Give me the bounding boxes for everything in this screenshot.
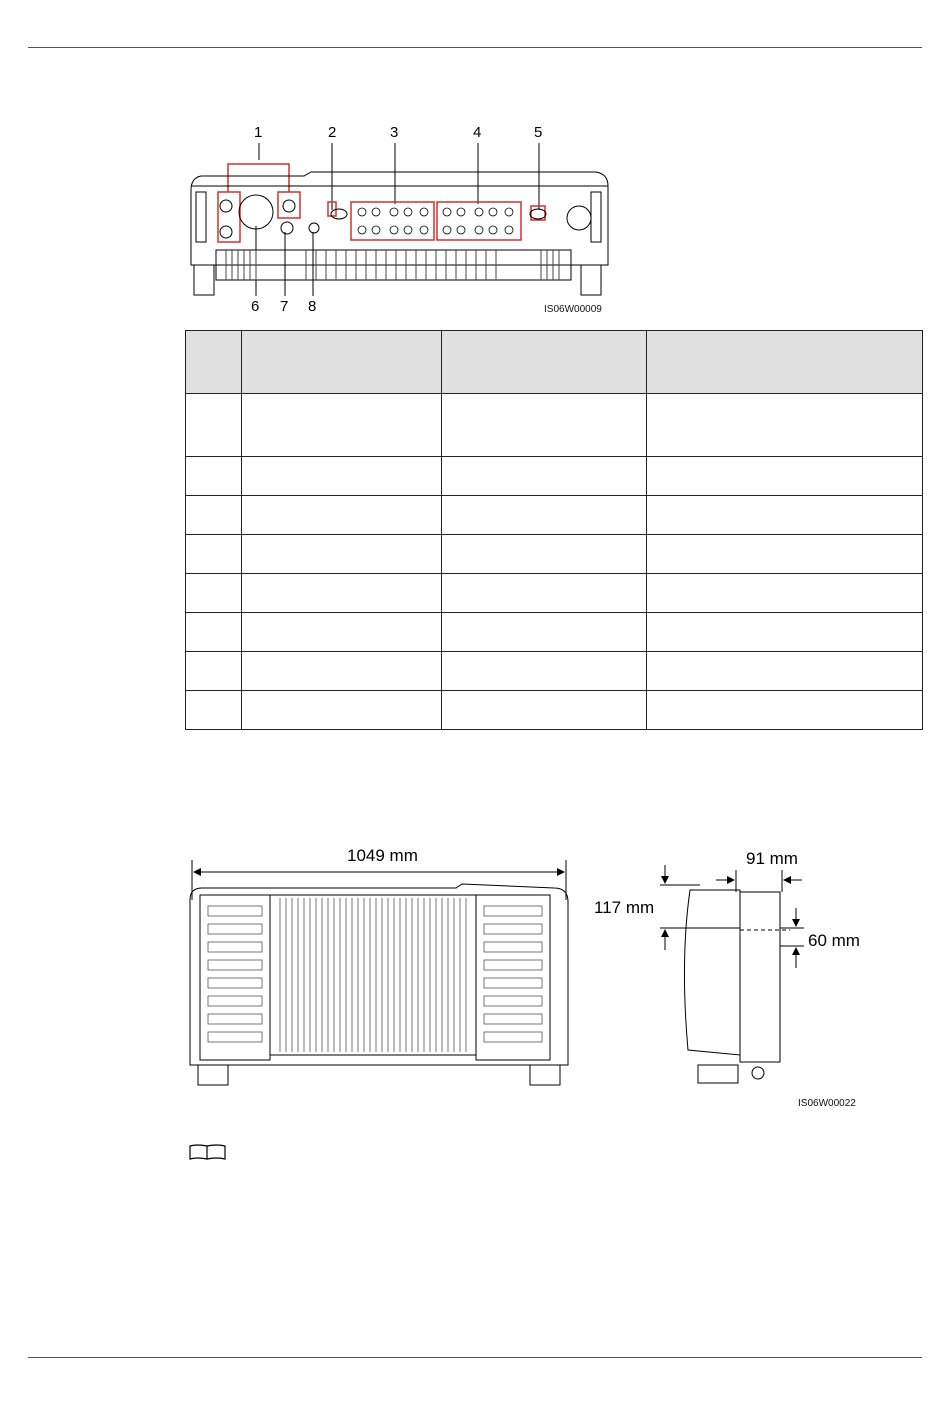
table-row <box>186 613 923 652</box>
callout-1: 1 <box>254 124 263 141</box>
dimension-drawing <box>180 840 880 1120</box>
table-row <box>186 574 923 613</box>
side-offset-label: 60 mm <box>808 931 860 950</box>
callout-2: 2 <box>328 124 337 141</box>
table-header-cell <box>242 331 442 394</box>
table-header-cell <box>442 331 647 394</box>
footer-rule <box>28 1357 922 1358</box>
depth-dimension-label: 91 mm <box>746 849 798 868</box>
height-offset-label: 117 mm <box>594 898 655 917</box>
header-rule <box>28 47 922 48</box>
table-header-row <box>186 331 923 394</box>
figure1-id: IS06W00009 <box>544 304 602 315</box>
table-row <box>186 652 923 691</box>
ports-table <box>185 330 923 730</box>
callout-8: 8 <box>308 298 317 315</box>
figure2-id: IS06W00022 <box>798 1098 856 1109</box>
inverter-bottom-drawing <box>186 120 616 320</box>
table-header-cell <box>186 331 242 394</box>
book-icon <box>187 1143 229 1161</box>
callout-3: 3 <box>390 124 399 141</box>
table-row <box>186 535 923 574</box>
width-dimension-label: 1049 mm <box>347 846 418 865</box>
callout-6: 6 <box>251 298 260 315</box>
table-header-cell <box>647 331 923 394</box>
table-row <box>186 496 923 535</box>
table-row <box>186 457 923 496</box>
table-row <box>186 691 923 730</box>
inverter-bottom-view-figure <box>186 120 616 320</box>
callout-4: 4 <box>473 124 482 141</box>
inverter-dimensions-figure <box>180 840 880 1120</box>
callout-5: 5 <box>534 124 543 141</box>
table-row <box>186 394 923 457</box>
callout-7: 7 <box>280 298 289 315</box>
